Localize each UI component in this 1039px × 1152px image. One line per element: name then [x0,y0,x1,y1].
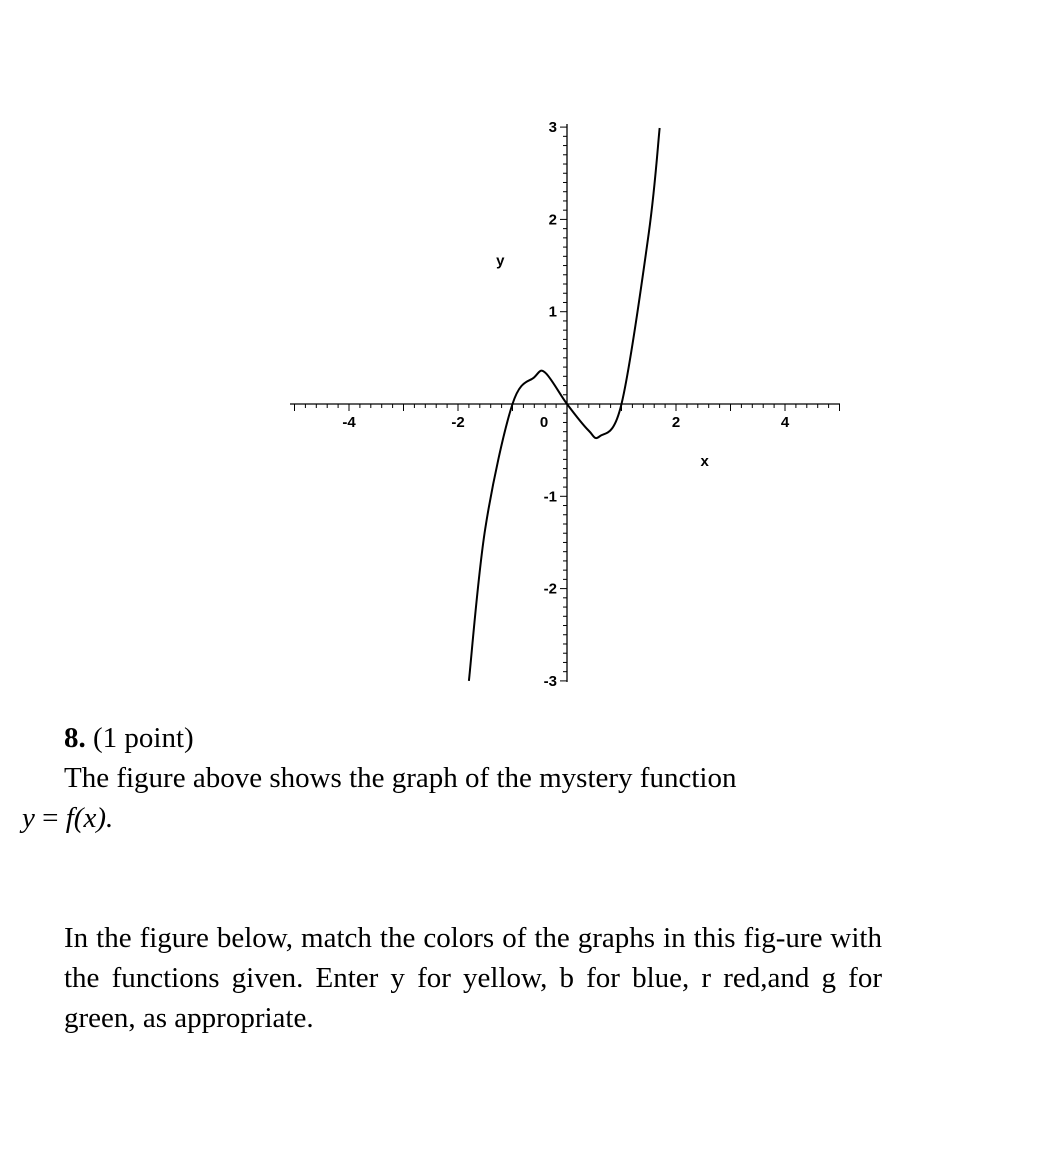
y-tick-label: -3 [543,672,557,690]
x-tick-label: 2 [671,414,681,431]
problem-number: 8. [64,722,86,754]
y-tick-label: -2 [543,580,557,598]
problem-header [22,718,882,758]
problem-statement [22,718,882,1038]
problem-points: (1 point) [93,722,194,754]
x-tick-label: 0 [539,414,549,431]
x-tick-label: -4 [342,414,356,431]
x-tick-label: 4 [780,414,790,431]
x-tick-label: -2 [451,414,465,431]
y-tick-label: 3 [548,119,557,137]
y-tick-label: -1 [543,488,557,506]
problem-instructions: In the figure below, match the colors of the graphs in this fig-ure with the functions given. Enter y for yellow, b for blue, r red,and g for green, as appropriate. [64,922,882,1034]
math-rhs: f(x). [65,802,114,834]
problem-line-1: The figure above shows the graph of the mystery function [64,762,737,794]
problem-math [22,798,882,838]
math-eq: = [34,802,66,834]
y-axis-label: y [496,252,505,270]
y-tick-label: 1 [548,303,557,321]
x-axis-label: x [700,453,709,470]
math-lhs: y [22,802,35,834]
y-tick-label: 2 [548,211,557,229]
